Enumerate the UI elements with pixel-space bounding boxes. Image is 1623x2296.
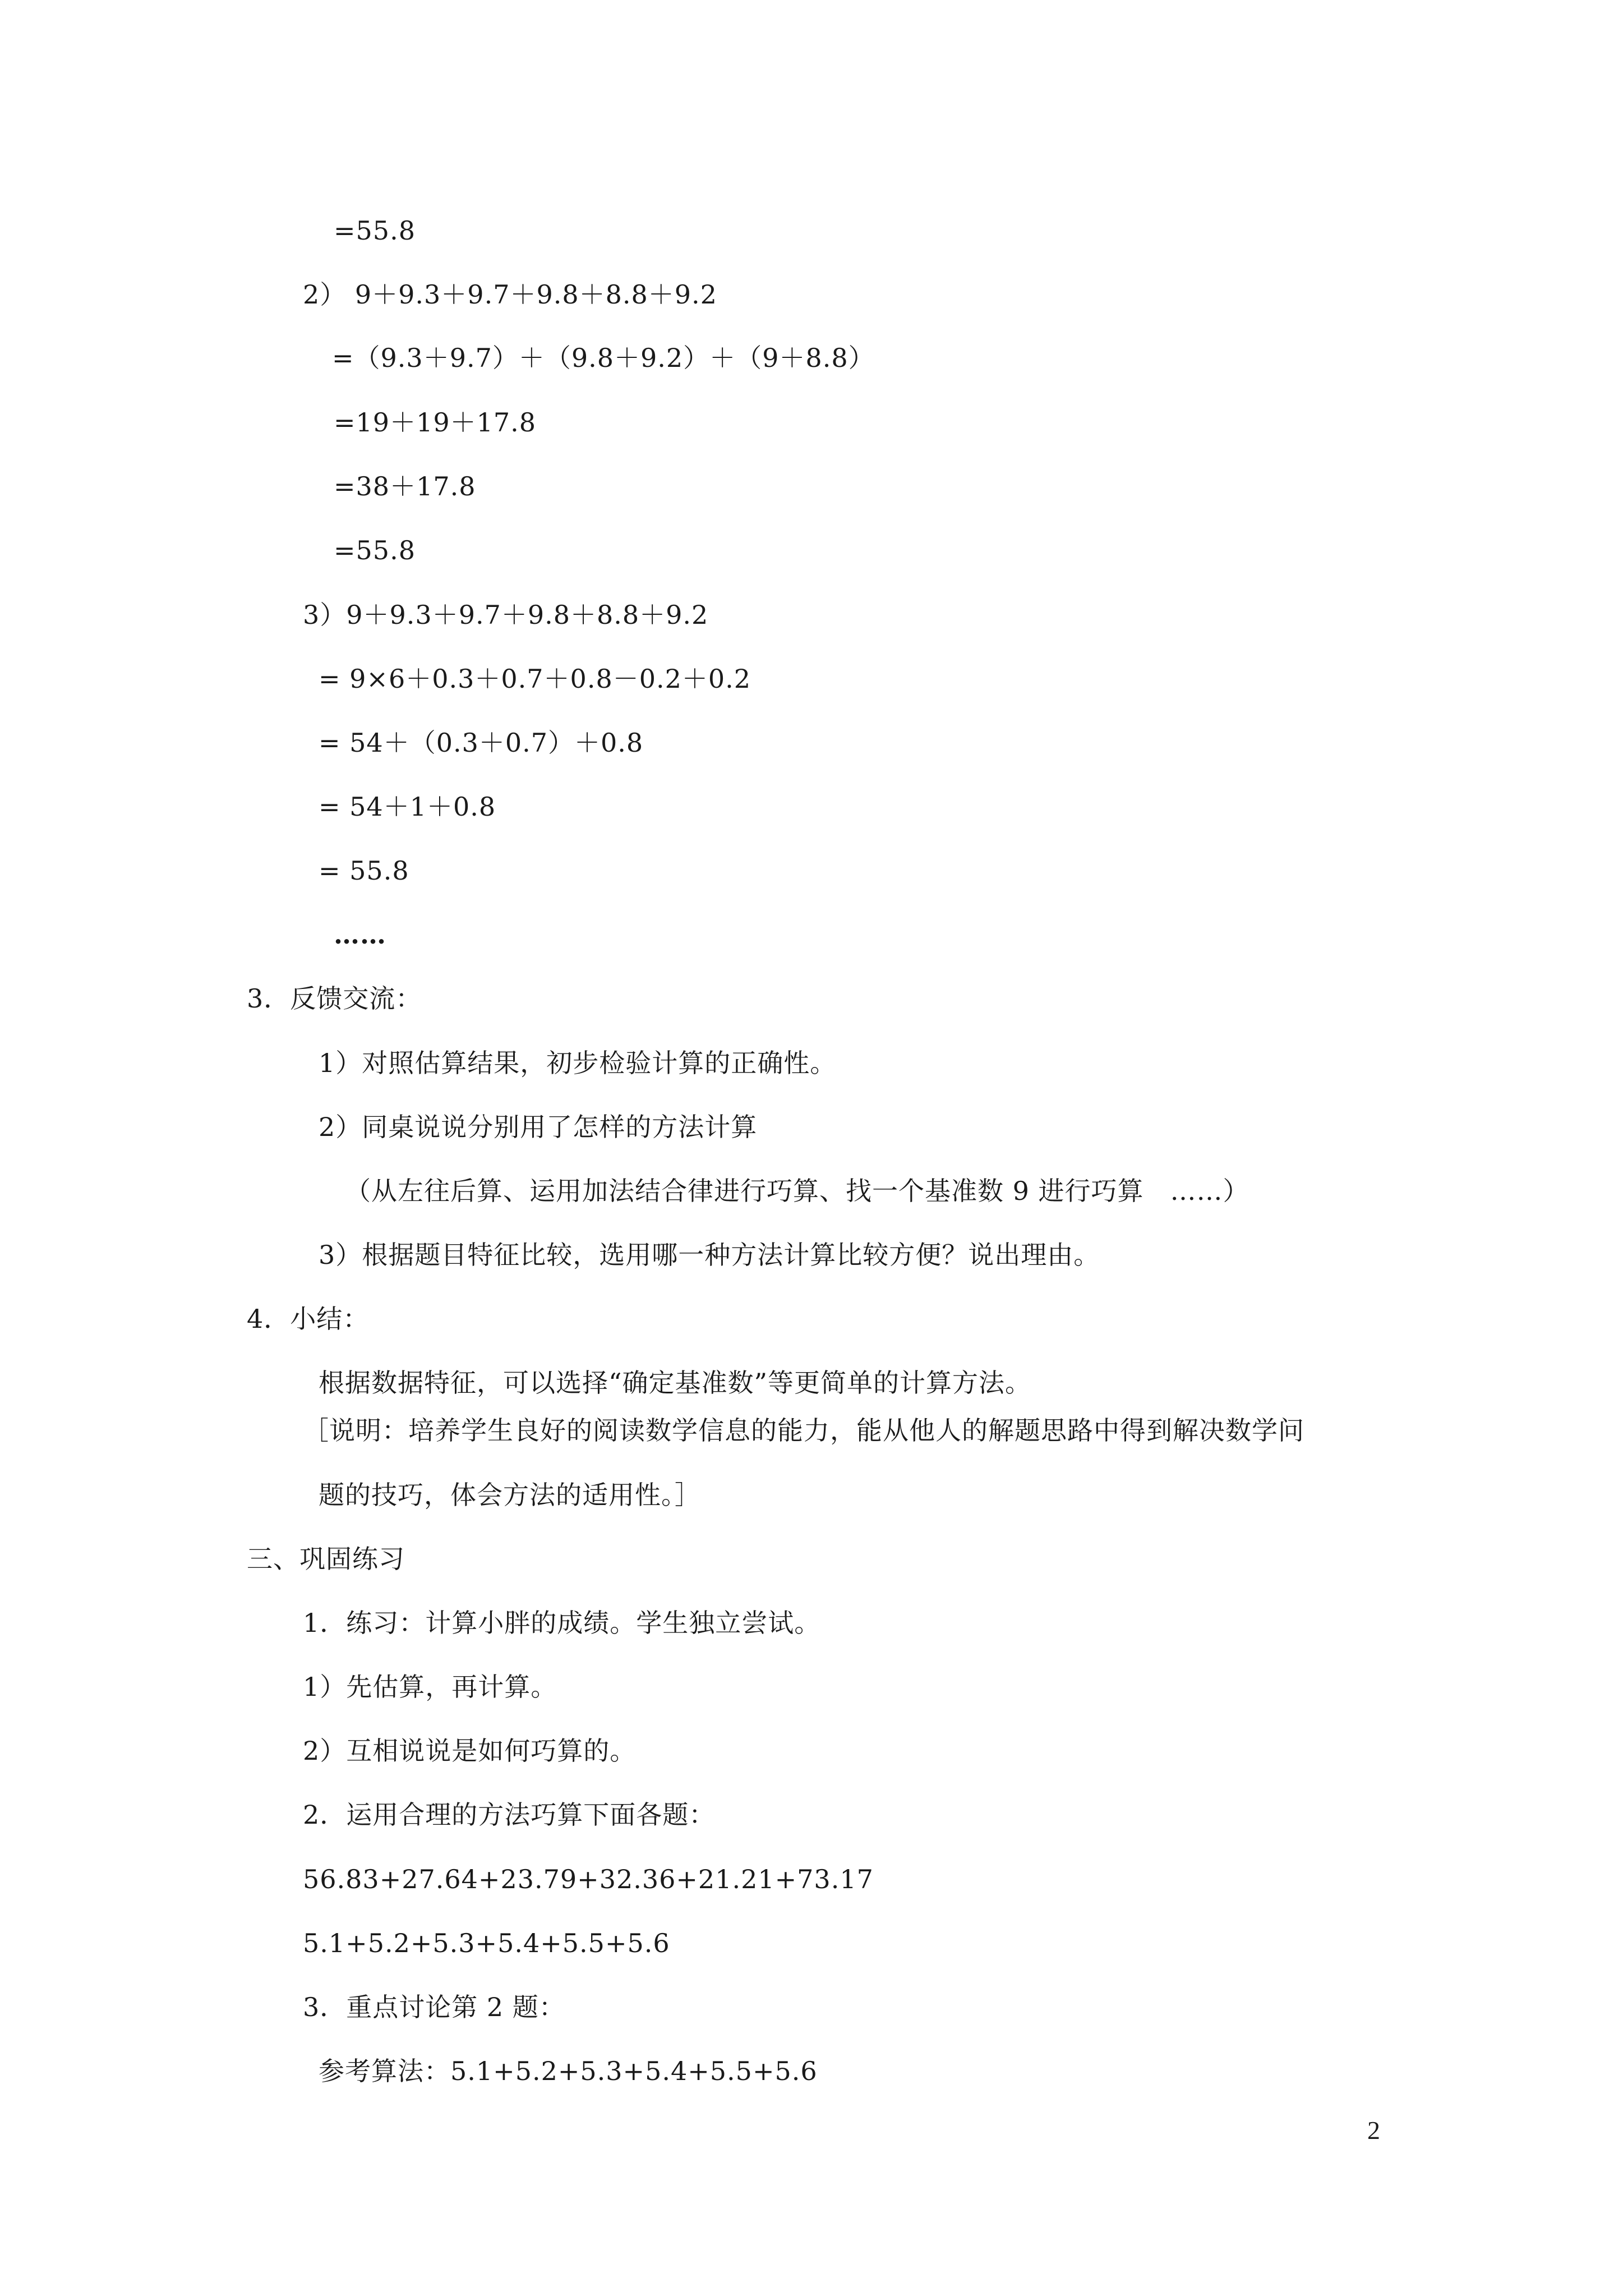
- calc-line: = 55.8: [319, 855, 409, 886]
- calc-line: = 9×6＋0.3＋0.7＋0.8－0.2＋0.2: [319, 664, 751, 694]
- paragraph: 2．运用合理的方法巧算下面各题：: [303, 1800, 716, 1830]
- calc-line: =55.8: [334, 535, 416, 565]
- paragraph: （从左往后算、运用加法结合律进行巧算、找一个基准数 9 进行巧算 ……）: [345, 1176, 1249, 1206]
- calc-line: =（9.3＋9.7）＋（9.8＋9.2）＋（9＋8.8）: [332, 343, 875, 373]
- paragraph: 2）互相说说是如何巧算的。: [303, 1736, 637, 1766]
- section-heading: 3．反馈交流：: [247, 983, 422, 1014]
- paragraph: 1．练习：计算小胖的成绩。学生独立尝试。: [303, 1608, 821, 1638]
- method-heading: 2） 9＋9.3＋9.7＋9.8＋8.8＋9.2: [303, 279, 717, 310]
- calc-line: = 54＋1＋0.8: [319, 792, 496, 822]
- paragraph: 3）根据题目特征比较，选用哪一种方法计算比较方便？说出理由。: [319, 1240, 1100, 1270]
- calc-line: =38＋17.8: [334, 471, 476, 501]
- note-line: ［说明：培养学生良好的阅读数学信息的能力，能从他人的解题思路中得到解决数学问: [303, 1415, 1304, 1446]
- method-heading: 3）9＋9.3＋9.7＋9.8＋8.8＋9.2: [303, 600, 709, 630]
- section-heading: 4．小结：: [247, 1304, 370, 1334]
- exercise-expression: 5.1+5.2+5.3+5.4+5.5+5.6: [303, 1928, 670, 1958]
- calc-line: =19＋19＋17.8: [334, 407, 537, 438]
- paragraph: 2）同桌说说分别用了怎样的方法计算: [319, 1112, 758, 1142]
- calc-line: = 54＋（0.3＋0.7）＋0.8: [319, 728, 644, 758]
- section-heading: 三、巩固练习: [247, 1544, 405, 1574]
- ellipsis: ……: [334, 919, 386, 950]
- paragraph: 3．重点讨论第 2 题：: [303, 1992, 565, 2022]
- note-line: 题的技巧，体会方法的适用性。］: [319, 1480, 701, 1510]
- exercise-expression: 56.83+27.64+23.79+32.36+21.21+73.17: [303, 1864, 874, 1894]
- paragraph: 根据数据特征，可以选择“确定基准数”等更简单的计算方法。: [319, 1368, 1032, 1398]
- paragraph: 1）对照估算结果，初步检验计算的正确性。: [319, 1048, 837, 1078]
- calc-line: =55.8: [334, 215, 416, 246]
- page-number: 2: [1367, 2116, 1380, 2145]
- paragraph: 参考算法：5.1+5.2+5.3+5.4+5.5+5.6: [319, 2056, 818, 2086]
- paragraph: 1）先估算，再计算。: [303, 1672, 557, 1702]
